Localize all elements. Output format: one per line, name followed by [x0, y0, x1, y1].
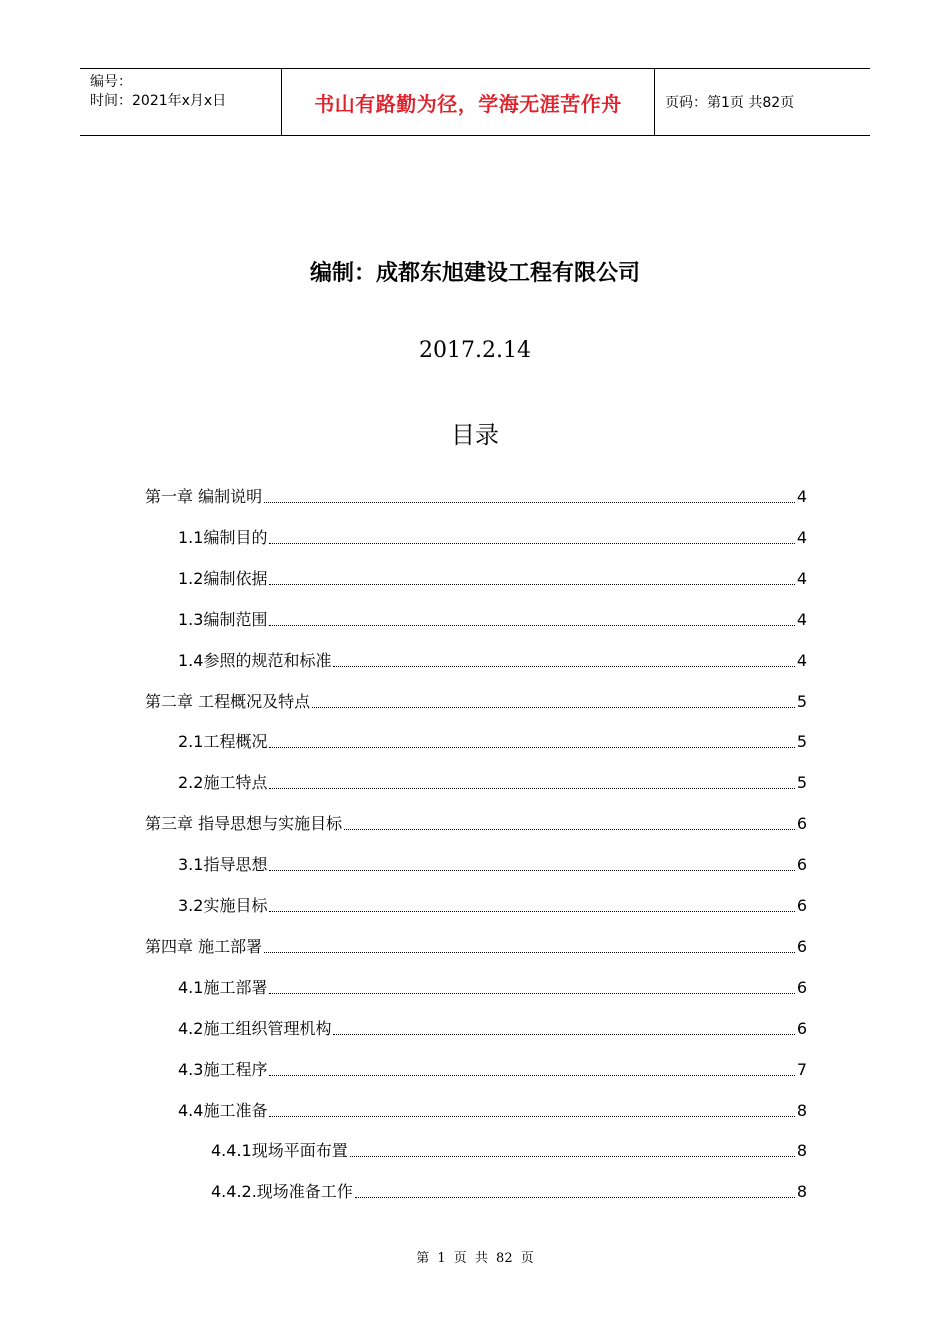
- toc-entry-label: 第四章 施工部署: [145, 936, 263, 956]
- motto-text: 书山有路勤为径，学海无涯苦作舟: [314, 91, 622, 116]
- toc-entry-page: 6: [796, 814, 807, 834]
- toc-entry-page: 5: [796, 732, 807, 752]
- time-label: 时间：2021年x月x日: [90, 93, 227, 109]
- toc-entry[interactable]: [178, 772, 807, 794]
- toc-leader-dots: [269, 747, 794, 748]
- toc-leader-dots: [269, 625, 794, 626]
- toc-entry[interactable]: [178, 527, 807, 549]
- header-table: [80, 68, 870, 136]
- toc-entry-label: 1.2编制依据: [178, 568, 268, 588]
- toc-leader-dots: [344, 829, 795, 830]
- document-date: 2017.2.14: [419, 338, 531, 363]
- toc-leader-dots: [333, 1034, 794, 1035]
- toc-leader-dots: [312, 707, 795, 708]
- toc-entry[interactable]: [178, 1100, 807, 1122]
- header-motto-cell: [282, 69, 655, 135]
- toc-entry[interactable]: [145, 691, 807, 713]
- toc-entry[interactable]: [211, 1140, 807, 1162]
- toc-leader-dots: [269, 911, 794, 912]
- toc-entry-label: 3.1指导思想: [178, 855, 268, 875]
- toc-entry-page: 4: [796, 487, 807, 506]
- company-line: 编制：成都东旭建设工程有限公司: [309, 261, 640, 286]
- toc-entry-label: 4.1施工部署: [178, 977, 268, 997]
- toc-leader-dots: [269, 1075, 794, 1076]
- toc-entry[interactable]: [178, 568, 807, 590]
- toc-leader-dots: [269, 993, 794, 994]
- toc-entry-label: 4.4施工准备: [178, 1100, 268, 1120]
- toc-entry-page: 4: [796, 527, 807, 547]
- toc-entry[interactable]: [145, 813, 807, 835]
- toc-entry-page: 5: [796, 773, 807, 793]
- number-label: 编号：: [90, 74, 132, 90]
- toc-entry[interactable]: [211, 1181, 807, 1203]
- toc-entry[interactable]: [145, 936, 807, 958]
- toc-entry-label: 4.3施工程序: [178, 1059, 268, 1079]
- toc-entry-page: 4: [796, 609, 807, 629]
- toc-entry-label: 1.4参照的规范和标准: [178, 650, 332, 670]
- toc-entry[interactable]: [178, 1018, 807, 1040]
- toc-entry-page: 6: [796, 936, 807, 956]
- toc-leader-dots: [350, 1156, 795, 1157]
- toc-entry-label: 4.4.1现场平面布置: [211, 1141, 348, 1161]
- toc-entry-page: 8: [796, 1182, 807, 1202]
- page-info: 页码：第1页 共82页: [665, 95, 795, 111]
- toc-entry-page: 6: [796, 896, 807, 915]
- toc-entry-page: 8: [796, 1141, 807, 1161]
- toc-leader-dots: [269, 584, 794, 585]
- toc-leader-dots: [269, 1116, 794, 1117]
- toc-entry[interactable]: [178, 609, 807, 631]
- toc-entry[interactable]: [178, 895, 807, 917]
- toc-entry-label: 第一章 编制说明: [145, 487, 263, 506]
- toc-entry[interactable]: [178, 854, 807, 876]
- toc-leader-dots: [355, 1197, 795, 1198]
- toc-entry-page: 8: [796, 1100, 807, 1120]
- toc-entry-page: 4: [796, 650, 807, 670]
- toc-leader-dots: [269, 543, 794, 544]
- toc-leader-dots: [333, 666, 794, 667]
- toc-entry[interactable]: [178, 1059, 807, 1081]
- toc-entry-label: 3.2实施目标: [178, 896, 268, 915]
- toc-entry[interactable]: [178, 977, 807, 999]
- header-page-cell: [655, 69, 870, 135]
- toc-entry-label: 2.1工程概况: [178, 732, 268, 752]
- toc-entry-page: 7: [796, 1059, 807, 1079]
- toc-leader-dots: [269, 788, 794, 789]
- toc-entry-page: 6: [796, 977, 807, 997]
- toc-entry-label: 2.2施工特点: [178, 773, 268, 793]
- toc-entry-page: 5: [796, 691, 807, 711]
- toc-title: 目录: [451, 421, 499, 449]
- toc-entry[interactable]: [145, 486, 807, 508]
- toc-entry-page: 6: [796, 855, 807, 875]
- toc-leader-dots: [264, 502, 795, 503]
- toc-leader-dots: [264, 952, 795, 953]
- toc-entry-page: 4: [796, 568, 807, 588]
- toc-entry-label: 1.3编制范围: [178, 609, 268, 629]
- header-meta-cell: [80, 69, 282, 135]
- toc-entry-label: 1.1编制目的: [178, 527, 268, 547]
- toc-entry-label: 4.4.2.现场准备工作: [211, 1182, 353, 1202]
- toc-leader-dots: [269, 870, 794, 871]
- toc-entry[interactable]: [178, 650, 807, 672]
- toc-entry-label: 第三章 指导思想与实施目标: [145, 814, 343, 834]
- page-footer: 第 1 页 共 82 页: [416, 1251, 534, 1266]
- toc-entry-label: 第二章 工程概况及特点: [145, 691, 311, 711]
- toc-entry-label: 4.2施工组织管理机构: [178, 1018, 332, 1038]
- toc-entry[interactable]: [178, 731, 807, 753]
- toc-entry-page: 6: [796, 1018, 807, 1038]
